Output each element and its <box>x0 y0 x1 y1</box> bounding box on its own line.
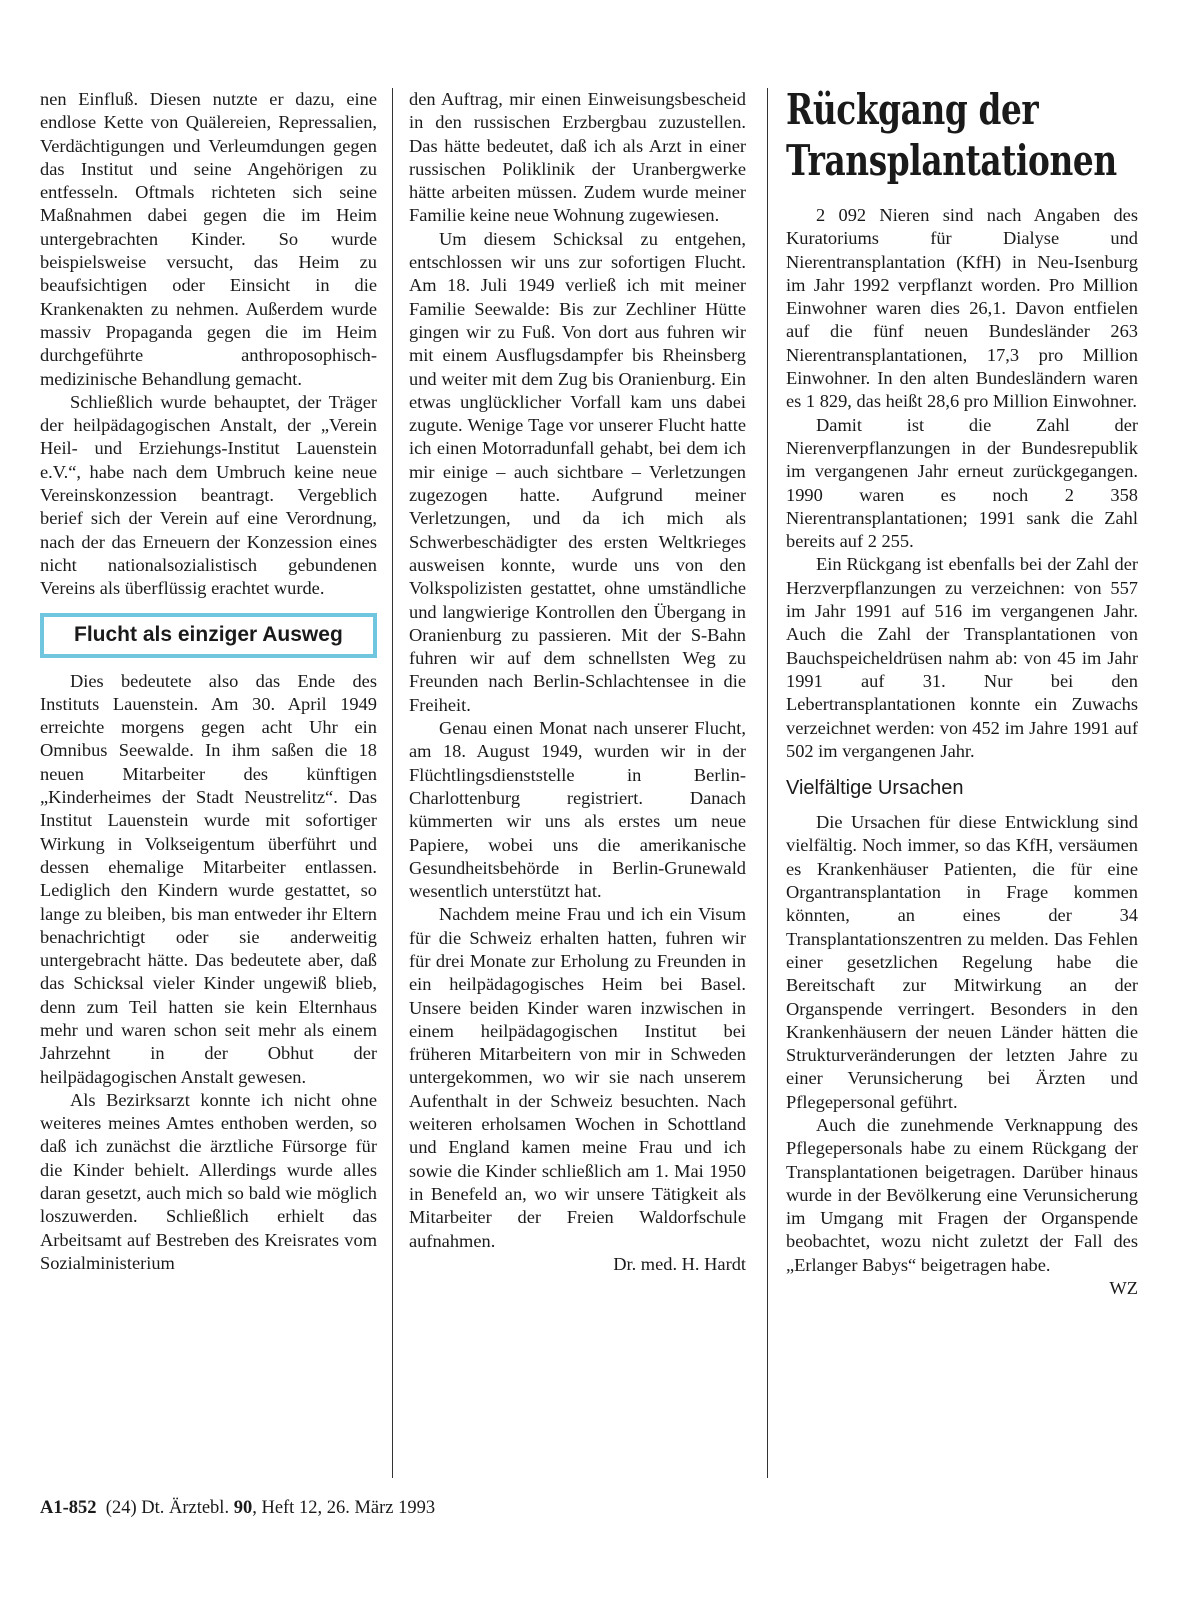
author-signature: WZ <box>1109 1278 1138 1299</box>
subheading-box <box>40 613 377 658</box>
article-title-line: Transplantationen <box>786 136 1117 185</box>
page-reference: A1-852 <box>40 1498 97 1518</box>
column-divider <box>767 88 768 1478</box>
paragraph: Als Bezirksarzt konnte ich nicht ohne weiteres meines Amtes enthoben werden, so daß ich zunächst die ärztliche Fürsorge für die Kinder behielt. Allerdings wurde alles daran gesetzt, auch mich so bald wie möglich loszuwerden. Schließlich erhielt das Arbeitsamt auf Bestreben des Kreisrates vom Sozialministerium <box>40 1089 377 1273</box>
subheading: Vielfältige Ursachen <box>786 777 964 800</box>
paragraph: Ein Rückgang ist ebenfalls bei der Zahl der Herzverpflanzungen zu verzeichnen: von 557 im Jahr 1991 auf 516 im vergangenen Jahr. Auch die Zahl der Transplantationen von Bauchspeicheldrüsen nahm ab: von 45 im Jahr 1991 auf 31. Nur bei den Lebertransplantationen konnte ein Zuwachs verzeichnet werden: von 452 im Jahre 1991 auf 502 im vergangenen Jahr. <box>786 554 1138 761</box>
issue-date: , Heft 12, 26. März 1993 <box>252 1498 436 1518</box>
paragraph: Schließlich wurde behauptet, der Träger der heilpädagogischen Anstalt, der „Verein Heil- und Erziehungs-Institut Lauenstein e.V.“, habe nach dem Umbruch keine neue Vereinskonzession beantragt. Vergeblich berief sich der Verein auf eine Verordnung, nach der das Erneuern der Konzession eines nicht nationalsozialistisch gebundenen Vereins als überflüssig erachtet wurde. <box>40 391 377 599</box>
article-title <box>786 84 1117 186</box>
paragraph: Damit ist die Zahl der Nierenverpflanzungen in der Bundesrepublik im vergangenen Jahr erneut zurückgegangen. 1990 waren es noch 2 358 Nierentransplantationen; 1991 sank die Zahl bereits auf 2 255. <box>786 414 1138 552</box>
paragraph: Dies bedeutete also das Ende des Instituts Lauenstein. Am 30. April 1949 erreichte morgens gegen acht Uhr ein Omnibus Seewalde. In ihm saßen die 18 neuen Mitarbeiter des künftigen „Kinderheimes der Stadt Neustrelitz“. Das Institut Lauenstein wurde mit sofortiger Wirkung in Volkseigentum überführt und dessen ehemalige Mitarbeiter entlassen. Lediglich den Kindern wurde gestattet, so lange zu bleiben, bis man entweder ihr Eltern benachrichtigt oder sie anderweitig untergebracht hätte. Das bedeutete aber, daß das Schicksal vieler Kinder ungewiß blieb, denn zum Teil hatten sie kein Elternhaus mehr und waren schon seit mehr als einem Jahrzehnt in der Obhut der heilpädagogischen Anstalt gewesen. <box>40 670 377 1087</box>
paragraph: Die Ursachen für diese Entwicklung sind vielfältig. Noch immer, so das KfH, versäumen es Krankenhäuser Patienten, die für eine Organtransplantation in Frage kommen könnten, an eines der 34 Transplantationszentren zu melden. Das Fehlen einer gesetzlichen Regelung habe die Bereitschaft zur Mitwirkung an der Organspende verringert. Besonders in den Krankenhäusern der neuen Länder hätten die Strukturveränderungen der letzten Jahre zu einer Verunsicherung bei Ärzten und Pflegepersonal geführt. <box>786 812 1138 1112</box>
paragraph: Auch die zunehmende Verknappung des Pflegepersonals habe zu einem Rückgang der Transplantationen beigetragen. Darüber hinaus wurde in der Bevölkerung eine Verunsicherung im Umgang mit Fragen der Organspende beobachtet, wozu nicht zuletzt der Fall des „Erlanger Babys“ beigetragen habe. <box>786 1114 1138 1275</box>
page-footer <box>40 1498 435 1519</box>
journal-citation: (24) Dt. Ärztebl. <box>105 1498 230 1518</box>
paragraph: den Auftrag, mir einen Einweisungsbescheid in den russischen Erzbergbau zuzustellen. Das hätte bedeutet, daß ich als Arzt in einer russischen Poliklinik der Uranbergwerke hätte arbeiten müssen. Zudem wurde meiner Familie keine neue Wohnung zugewiesen. <box>409 89 746 226</box>
subheading: Flucht als einziger Ausweg <box>44 617 373 654</box>
paragraph: 2 092 Nieren sind nach Angaben des Kuratoriums für Dialyse und Nierentransplantation (KfH) in Neu-Isenburg im Jahr 1992 verpflanzt worden. Pro Million Einwohner waren dies 26,1. Davon entfielen auf die fünf neuen Bundesländer 263 Nierentransplantationen, 17,3 pro Million Einwohner. In den alten Bundesländern waren es 1 829, das heißt 28,6 pro Million Einwohner. <box>786 205 1138 412</box>
column-divider <box>392 88 393 1478</box>
volume-number: 90 <box>233 1498 253 1518</box>
article-column-1 <box>40 88 377 1275</box>
article-title-line: Rückgang der <box>786 85 1039 134</box>
paragraph: Um diesem Schicksal zu entgehen, entschlossen wir uns zur sofortigen Flucht. Am 18. Juli 1949 verließ ich mit meiner Familie Seewalde: Bis zur Zechliner Hütte gingen wir zu Fuß. Von dort aus fuhren wir mit einem Ausflugsdampfer bis Rheinsberg und weiter mit dem Zug bis Oranienburg. Ein etwas unglücklicher Vorfall kam uns dabei zugute. Wenige Tage vor unserer Flucht hatte ich einen Motorradunfall gehabt, bei dem ich mir einige – auch sichtbare – Verletzungen zugezogen hatte. Aufgrund meiner Verletzungen, und da ich mich als Schwerbeschädigter des ersten Weltkrieges ausweisen konnte, wurde uns von den Volkspolizisten gestattet, ohne umständliche und langwierige Kontrollen den Übergang in Oranienburg zu passieren. Mit der S-Bahn fuhren wir auf dem schnellsten Weg zu Freunden nach Berlin-Schlachtensee in die Freiheit. <box>409 228 746 715</box>
article-column-3 <box>786 85 1138 1300</box>
article-column-2 <box>409 88 746 1276</box>
author-signature: Dr. med. H. Hardt <box>613 1253 746 1274</box>
paragraph: nen Einfluß. Diesen nutzte er dazu, eine endlose Kette von Quälereien, Repressalien, Verdächtigungen und Verleumdungen gegen das Institut und seine Angehörigen zu entfesseln. Oftmals richteten sich seine Maßnahmen dabei gegen die im Heim untergebrachten Kinder. So wurde beispielsweise versucht, das Heim zu beaufsichtigen oder Einsicht in die Krankenakten zu nehmen. Außerdem wurde massiv Propaganda gegen die im Heim durchgeführte anthroposophisch-medizinische Behandlung gemacht. <box>40 89 377 389</box>
paragraph: Genau einen Monat nach unserer Flucht, am 18. August 1949, wurden wir in der Flüchtlingsdienststelle in Berlin-Charlottenburg registriert. Danach kümmerten wir uns als erstes um neue Papiere, wobei uns die amerikanische Gesundheitsbehörde in Berlin-Grunewald wesentlich unterstützt hat. <box>409 718 746 902</box>
paragraph: Nachdem meine Frau und ich ein Visum für die Schweiz erhalten hatten, fuhren wir für drei Monate zur Erholung zu Freunden in ein heilpädagogisches Heim bei Basel. Unsere beiden Kinder waren inzwischen in einem heilpädagogischen Institut bei früheren Mitarbeitern von mir in Schweden untergekommen, wo wir sie nach unserem Aufenthalt in der Schweiz besuchten. Nach weiteren erholsamen Wochen in Schottland und England kamen meine Frau und ich sowie die Kinder schließlich am 1. Mai 1950 in Benefeld an, wo wir unsere Tätigkeit als Mitarbeiter der Freien Waldorfschule aufnahmen. <box>409 904 746 1251</box>
